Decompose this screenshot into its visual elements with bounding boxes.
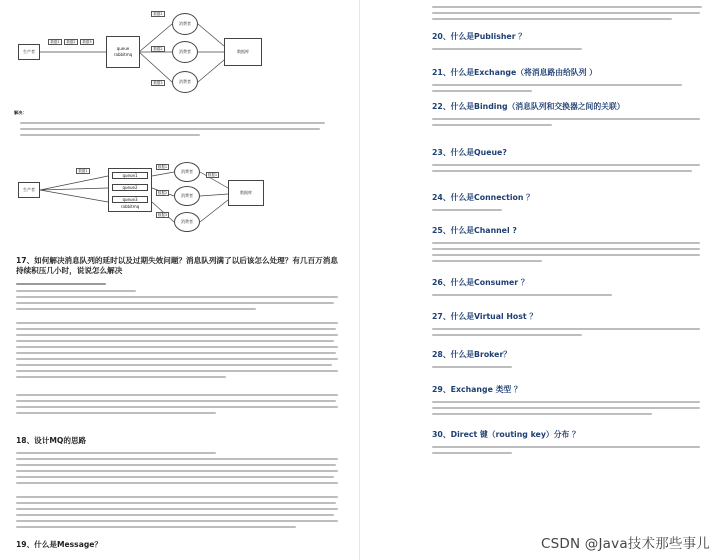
heading-q21: 21、什么是Exchange（将消息路由给队列 ） xyxy=(432,68,597,77)
consumer-circle: 消费者 xyxy=(172,41,198,63)
heading-q25: 25、什么是Channel ? xyxy=(432,226,517,235)
data-chip: 数据2 xyxy=(64,39,78,45)
heading-q17: 17、如何解决消息队列的延时以及过期失效问题？消息队列满了以后该怎么处理？有几百万消息持续积压几小时，说说怎么解决 xyxy=(16,256,338,275)
heading-q18: 18、设计MQ的思路 xyxy=(16,436,87,445)
data-chip: 数据3 xyxy=(151,80,165,86)
heading-q20: 20、什么是Publisher ？ xyxy=(432,32,527,41)
solution-label: 解决： xyxy=(14,110,27,115)
rabbitmq-label: rabbitmq xyxy=(120,204,140,209)
data-chip: 数据2 xyxy=(157,190,168,195)
csdn-watermark: CSDN @Java技术那些事儿 xyxy=(541,536,710,552)
rabbitmq-label: rabbitmq xyxy=(113,52,133,57)
queue-box xyxy=(106,36,140,68)
heading-q28: 28、什么是Broker？ xyxy=(432,350,512,359)
consumer-circle: 消费者 xyxy=(172,71,198,93)
database-box: 数据库 xyxy=(228,180,264,206)
heading-q23: 23、什么是Queue? xyxy=(432,148,507,157)
heading-q24: 24、什么是Connection ？ xyxy=(432,193,534,202)
heading-q29: 29、Exchange 类型 ？ xyxy=(432,385,522,394)
heading-q30: 30、Direct 键（routing key）分布 ？ xyxy=(432,430,580,439)
producer-box: 生产者 xyxy=(18,182,40,198)
queue-box: queue1 xyxy=(112,172,148,179)
data-chip: 数据3 xyxy=(157,212,168,217)
consumer-circle: 消费者 xyxy=(174,186,200,206)
producer-box: 生产者 xyxy=(18,44,40,60)
queue-box: queue3 xyxy=(112,196,148,203)
data-chip: 数据1 xyxy=(207,172,218,177)
data-chip: 数据1 xyxy=(157,164,168,169)
heading-q22: 22、什么是Binding（消息队列和交换器之间的关联） xyxy=(432,102,625,111)
heading-q26: 26、什么是Consumer ？ xyxy=(432,278,529,287)
architecture-diagram-single-queue xyxy=(14,6,284,96)
data-chip: 数据3 xyxy=(80,39,94,45)
consumer-circle: 消费者 xyxy=(174,212,200,232)
database-box: 数据库 xyxy=(224,38,262,66)
data-chip: 数据1 xyxy=(48,39,62,45)
queue-box: queue2 xyxy=(112,184,148,191)
right-document-page xyxy=(360,0,720,560)
consumer-circle: 消费者 xyxy=(172,13,198,35)
data-chip: 数据2 xyxy=(151,46,165,52)
heading-q19: 19、什么是Message？ xyxy=(16,540,102,549)
consumer-circle: 消费者 xyxy=(174,162,200,182)
data-chip: 数据1 xyxy=(151,11,165,17)
heading-q27: 27、什么是Virtual Host ？ xyxy=(432,312,538,321)
architecture-diagram-multi-queue xyxy=(14,160,284,238)
queue-label: queue xyxy=(116,46,130,51)
data-chip: 数据1 xyxy=(76,168,90,174)
